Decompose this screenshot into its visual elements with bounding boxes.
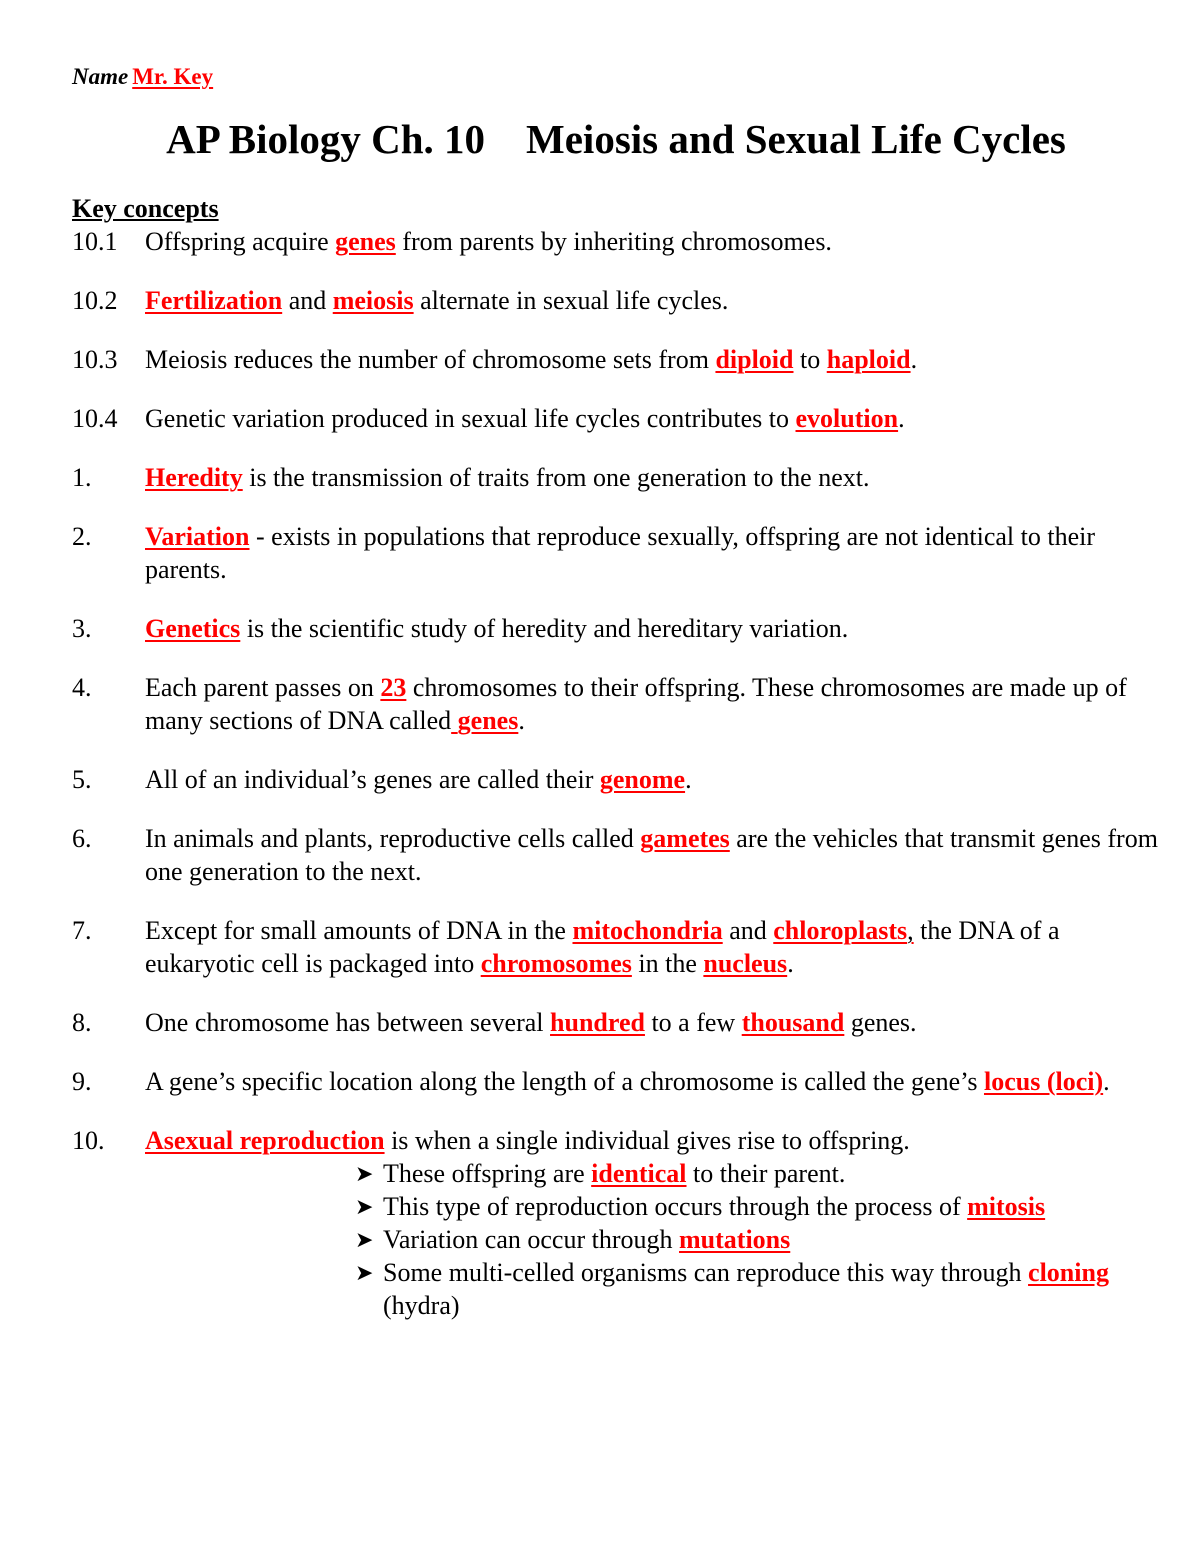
- body-text: (hydra): [383, 1291, 460, 1320]
- numbered-item: [72, 671, 1160, 737]
- body-text: In animals and plants, reproductive cells called: [145, 824, 641, 853]
- answer-blank: genome: [599, 765, 686, 794]
- item-number: 5.: [72, 765, 92, 794]
- body-text: Genetic variation produced in sexual life cycles contributes to: [145, 404, 796, 433]
- answer-blank: meiosis: [332, 286, 414, 315]
- numbered-item: [72, 763, 1160, 796]
- body-text: .: [1103, 1067, 1110, 1096]
- body-text: Some multi-celled organisms can reproduce this way through: [383, 1258, 1029, 1287]
- body-text: Each parent passes on: [145, 673, 381, 702]
- item-number: 8.: [72, 1008, 92, 1037]
- answer-blank: identical: [591, 1159, 687, 1188]
- name-line: [72, 62, 1160, 92]
- body-text: .: [518, 706, 525, 735]
- answer-blank: Asexual reproduction: [145, 1126, 385, 1155]
- key-concept-item: [72, 343, 1160, 376]
- body-text: to: [793, 345, 827, 374]
- list-item-body: [383, 1258, 1109, 1320]
- item-number: 3.: [72, 614, 92, 643]
- name-value: Mr. Key: [132, 64, 214, 89]
- answer-blank: evolution: [795, 404, 899, 433]
- body-text: is when a single individual gives rise to offspring.: [384, 1126, 910, 1155]
- body-text: One chromosome has between several: [145, 1008, 551, 1037]
- body-text: .: [787, 949, 794, 978]
- item-body: [145, 1126, 910, 1155]
- item-number: 10.3: [72, 345, 118, 374]
- item-number: 2.: [72, 522, 92, 551]
- arrow-bullet-icon: ➤: [355, 1228, 374, 1253]
- item-body: [145, 227, 832, 256]
- item-body: [145, 1067, 1110, 1096]
- numbered-item: [72, 822, 1160, 888]
- list-item-body: [383, 1159, 845, 1188]
- body-text: These offspring are: [383, 1159, 592, 1188]
- answer-blank: haploid: [826, 345, 911, 374]
- item-number: 1.: [72, 463, 92, 492]
- item-number: 4.: [72, 673, 92, 702]
- answer-blank: mitosis: [967, 1192, 1046, 1221]
- arrow-bullet-icon: ➤: [355, 1162, 374, 1187]
- body-text: .: [685, 765, 692, 794]
- item-number: 7.: [72, 916, 92, 945]
- body-text: Except for small amounts of DNA in the: [145, 916, 573, 945]
- numbered-item: [72, 1065, 1160, 1098]
- numbered-items-list: [72, 461, 1160, 1157]
- item-body: [145, 824, 1158, 886]
- numbered-item: [72, 520, 1160, 586]
- key-concept-item: [72, 225, 1160, 258]
- answer-blank: Variation: [145, 522, 250, 551]
- body-text: to their parent.: [686, 1159, 846, 1188]
- body-text: to a few: [644, 1008, 742, 1037]
- key-concept-item: [72, 284, 1160, 317]
- body-text: are the vehicles that transmit genes from one generation to the next.: [145, 824, 1158, 886]
- body-text: alternate in sexual life cycles.: [413, 286, 729, 315]
- numbered-item: [72, 1124, 1160, 1157]
- body-text: is the scientific study of heredity and hereditary variation.: [240, 614, 849, 643]
- item-number: 10.2: [72, 286, 118, 315]
- name-label: Name: [72, 64, 129, 89]
- body-text: This type of reproduction occurs through the process of: [383, 1192, 968, 1221]
- numbered-item: [72, 1006, 1160, 1039]
- item-body: [145, 404, 905, 433]
- key-concepts-list: [72, 225, 1160, 435]
- answer-blank: Heredity: [145, 463, 243, 492]
- answer-blank: hundred: [550, 1008, 645, 1037]
- list-item: [72, 1256, 1160, 1322]
- arrow-bullet-icon: ➤: [355, 1195, 374, 1220]
- answer-blank: chloroplasts: [773, 916, 908, 945]
- numbered-item: [72, 612, 1160, 645]
- item-body: [145, 286, 728, 315]
- key-concepts-heading-wrap: [72, 164, 1160, 225]
- body-text: in the: [631, 949, 704, 978]
- item-body: [145, 614, 848, 643]
- page-title: AP Biology Ch. 10 Meiosis and Sexual Life Cycles: [166, 116, 1066, 162]
- asexual-reproduction-sublist: [72, 1157, 1160, 1322]
- body-text: chromosomes to their offspring. These chromosomes are made up of many sections of DNA called: [145, 673, 1127, 735]
- item-body: [145, 673, 1127, 735]
- numbered-item: [72, 914, 1160, 980]
- section-heading: Key concepts: [72, 194, 219, 223]
- item-body: [145, 1008, 917, 1037]
- answer-blank: mitochondria: [572, 916, 723, 945]
- list-item-body: [383, 1225, 790, 1254]
- body-text: All of an individual’s genes are called their: [145, 765, 600, 794]
- item-body: [145, 916, 1060, 978]
- list-item-body: [383, 1192, 1045, 1221]
- item-body: [145, 345, 917, 374]
- body-text: from parents by inheriting chromosomes.: [395, 227, 832, 256]
- body-text: and: [282, 286, 333, 315]
- answer-blank-with-comma: chloroplasts,: [773, 916, 914, 945]
- body-text: is the transmission of traits from one generation to the next.: [242, 463, 870, 492]
- numbered-item: [72, 461, 1160, 494]
- body-text: the DNA of a eukaryotic cell is packaged into: [145, 916, 1060, 978]
- body-text: genes.: [844, 1008, 917, 1037]
- body-text: - exists in populations that reproduce sexually, offspring are not identical to their parents.: [145, 522, 1096, 584]
- answer-blank: gametes: [640, 824, 730, 853]
- answer-blank: 23: [380, 673, 407, 702]
- item-body: [145, 522, 1095, 584]
- body-text: Offspring acquire: [145, 227, 336, 256]
- answer-blank: Genetics: [145, 614, 241, 643]
- body-text: and: [722, 916, 774, 945]
- answer-blank: mutations: [679, 1225, 791, 1254]
- item-number: 10.4: [72, 404, 118, 433]
- answer-blank: diploid: [715, 345, 794, 374]
- answer-blank: genes: [457, 706, 519, 735]
- body-text: .: [898, 404, 905, 433]
- answer-blank: locus (loci): [983, 1067, 1104, 1096]
- item-number: 6.: [72, 824, 92, 853]
- body-text: .: [910, 345, 918, 374]
- list-item: [72, 1190, 1160, 1223]
- answer-blank: nucleus: [703, 949, 788, 978]
- list-item: [72, 1157, 1160, 1190]
- key-concept-item: [72, 402, 1160, 435]
- item-body: [145, 765, 692, 794]
- body-text: Meiosis reduces the number of chromosome sets from: [145, 345, 716, 374]
- answer-blank: chromosomes: [480, 949, 632, 978]
- answer-blank: genes: [335, 227, 396, 256]
- item-number: 9.: [72, 1067, 92, 1096]
- body-text: Variation can occur through: [383, 1225, 680, 1254]
- arrow-bullet-icon: ➤: [355, 1261, 374, 1286]
- body-text: A gene’s specific location along the length of a chromosome is called the gene’s: [145, 1067, 984, 1096]
- list-item: [72, 1223, 1160, 1256]
- answer-blank: Fertilization: [145, 286, 283, 315]
- answer-blank: thousand: [741, 1008, 845, 1037]
- item-body: [145, 463, 869, 492]
- item-number: 10.: [72, 1126, 105, 1155]
- item-number: 10.1: [72, 227, 118, 256]
- answer-blank: cloning: [1028, 1258, 1109, 1287]
